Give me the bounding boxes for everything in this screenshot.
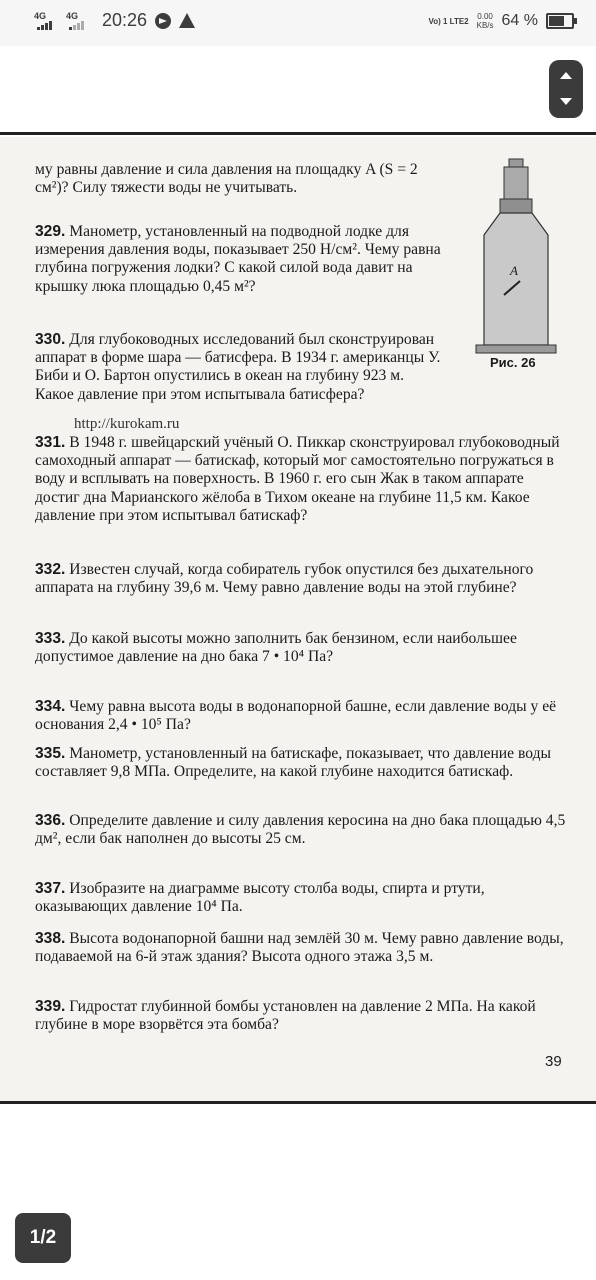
viewer-toolbar <box>0 46 596 132</box>
problem-text: Изобразите на диаграмме высоту столба воды, спирта и ртути, оказывающих давление 10⁴ Па. <box>35 880 485 916</box>
problem-text: Гидростат глубинной бомбы установлен на давление 2 МПа. На какой глубине в море взорвётся эта бомба? <box>35 998 536 1034</box>
problem-number: 331. <box>35 434 66 451</box>
problem-number: 330. <box>35 331 66 348</box>
battery-percent: 64 % <box>501 12 538 29</box>
problem-number: 336. <box>35 812 66 829</box>
problem-339 <box>35 998 570 1034</box>
speed-unit: KB/s <box>476 21 494 30</box>
problem-334 <box>35 698 570 734</box>
problem-text: До какой высоты можно заполнить бак бензином, если наибольшее допустимое давление на дно бака 7 • 10⁴ Па? <box>35 630 517 666</box>
viewer-background <box>0 1104 596 1280</box>
problem-number: 333. <box>35 630 66 647</box>
watermark-url: http://kurokam.ru <box>74 416 180 432</box>
problem-text: Манометр, установленный на батискафе, показывает, что давление воды составляет 9,8 МПа. Определите, на какой глубине находится батискаф. <box>35 745 551 781</box>
status-right <box>428 12 574 30</box>
problem-333 <box>35 630 570 666</box>
page-nav-control[interactable] <box>549 60 583 118</box>
telegram-icon <box>155 13 171 29</box>
problem-text: Высота водонапорной башни над землёй 30 м. Чему равно давление воды, подаваемой на 6-й этаж здания? Высота одного этажа 3,5 м. <box>35 930 564 966</box>
chevron-up-icon[interactable] <box>560 72 572 79</box>
problem-338 <box>35 930 570 966</box>
vessel-figure <box>470 155 580 375</box>
problem-336 <box>35 812 570 848</box>
figure-caption: Рис. 26 <box>490 355 536 370</box>
problem-text: Манометр, установленный на подводной лодке для измерения давления воды, показывает 250 Н/см². Чему равна глубина погружения лодки? С какой силой вода давит на крышку люка площадью 0,45 м²? <box>35 223 441 295</box>
problem-number: 337. <box>35 880 66 897</box>
problem-number: 334. <box>35 698 66 715</box>
speed-value: 0.00 <box>477 12 493 21</box>
signal-icon: 4G <box>66 12 90 30</box>
problem-number: 332. <box>35 561 66 578</box>
problem-text: Определите давление и силу давления керосина на дно бака площадью 4,5 дм², если бак наполнен до высоты 25 см. <box>35 812 566 848</box>
problem-number: 329. <box>35 223 66 240</box>
problem-number: 338. <box>35 930 66 947</box>
problem-330 <box>35 331 443 404</box>
page-indicator[interactable]: 1/2 <box>15 1213 71 1263</box>
battery-icon <box>546 13 574 29</box>
problem-number: 335. <box>35 745 66 762</box>
document-page[interactable] <box>0 137 596 1101</box>
figure-label: A <box>510 263 518 278</box>
problem-329 <box>35 223 443 296</box>
status-left <box>34 10 195 31</box>
intro-text: му равны давление и сила давления на площадку A (S = 2 см²)? Силу тяжести воды не учитывать. <box>35 161 418 197</box>
clock: 20:26 <box>102 10 148 30</box>
problem-332 <box>35 561 570 597</box>
problem-text: Известен случай, когда собиратель губок опустился без дыхательного аппарата на глубину 39,6 м. Чему равно давление воды на этой глубине? <box>35 561 534 597</box>
problem-text: Для глубоководных исследований был сконструирован аппарат в форме шара — батисфера. В 1934 г. американцы У. Биби и О. Бартон опустились в океан на глубину 923 м. Какое давление при этом испытывала батисфера? <box>35 331 441 403</box>
warning-icon <box>179 13 195 28</box>
problem-331 <box>35 434 570 525</box>
signal-icon: 4G <box>34 12 58 30</box>
page-top-divider <box>0 132 596 135</box>
problem-text: Чему равна высота воды в водонапорной башне, если давление воды у её основания 2,4 • 10⁵ Па? <box>35 698 557 734</box>
problem-335 <box>35 745 570 781</box>
chevron-down-icon[interactable] <box>560 98 572 105</box>
network-speed <box>477 12 494 30</box>
problem-text: В 1948 г. швейцарский учёный О. Пиккар сконструировал глубоководный самоходный аппарат — батискаф, который мог самостоятельно погружаться в воду и всплывать на поверхность. В 1960 г. его сын Жак в таком аппарате достиг дна Марианского жёлоба в Тихом океане на глубине 11,5 км. Какое давление при этом испытывал батискаф? <box>35 434 560 524</box>
problem-337 <box>35 880 570 916</box>
page-number: 39 <box>545 1053 562 1070</box>
problem-number: 339. <box>35 998 66 1015</box>
volte-indicator: Vo) 1 LTE2 <box>428 16 469 26</box>
status-bar <box>0 0 596 46</box>
